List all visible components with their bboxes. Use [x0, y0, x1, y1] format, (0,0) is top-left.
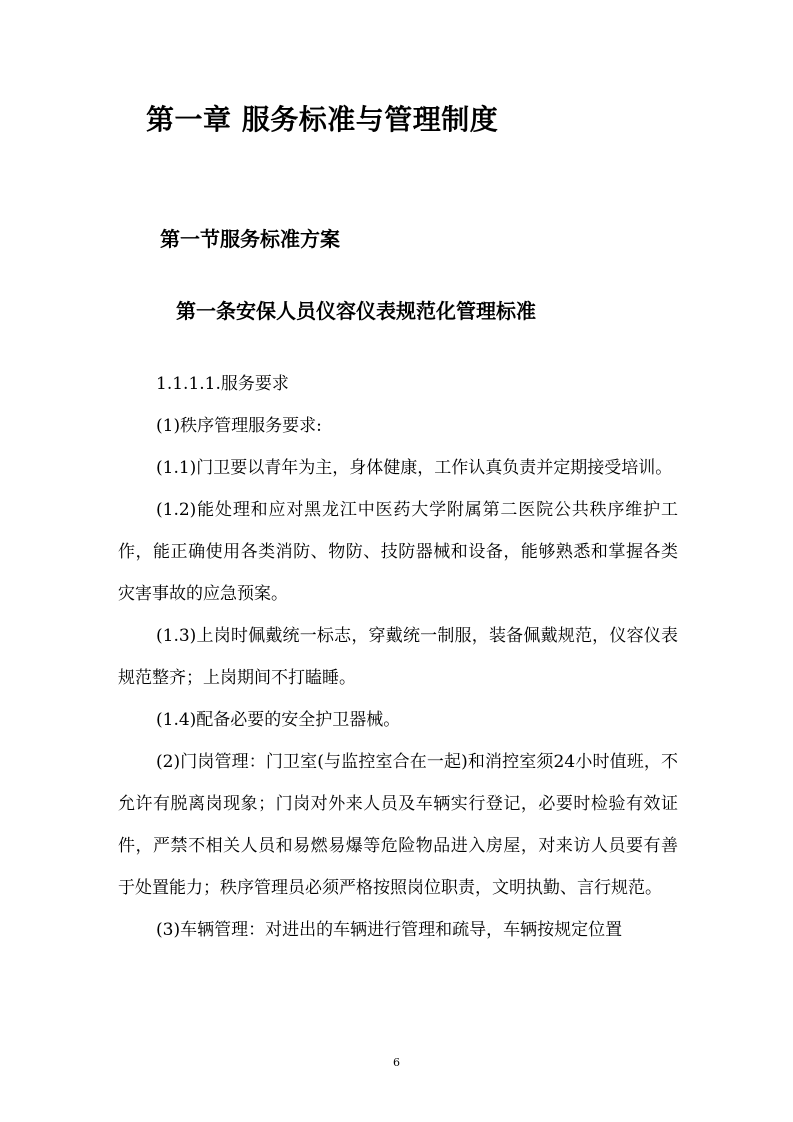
section-title: 第一节服务标准方案	[160, 227, 340, 251]
paragraph-3-vehicle-management: (3)车辆管理：对进出的车辆进行管理和疏导，车辆按规定位置	[156, 920, 623, 940]
article-title: 第一条安保人员仪容仪表规范化管理标准	[176, 299, 536, 323]
chapter-title: 第一章 服务标准与管理制度	[146, 103, 499, 136]
body-text	[118, 363, 678, 951]
paragraph-order-management-heading: (1)秩序管理服务要求:	[156, 416, 322, 436]
paragraph-service-requirements-heading: 1.1.1.1.服务要求	[156, 374, 289, 394]
page-number: 6	[393, 1056, 400, 1069]
paragraph-1-3: (1.3)上岗时佩戴统一标志，穿戴统一制服，装备佩戴规范，仪容仪表规范整齐；上岗期间不打瞌睡。	[118, 626, 678, 688]
paragraph-1-1: (1.1)门卫要以青年为主，身体健康，工作认真负责并定期接受培训。	[156, 458, 673, 478]
paragraph-2-gate-management: (2)门岗管理：门卫室(与监控室合在一起)和消控室须24小时值班，不允许有脱离岗现象；门岗对外来人员及车辆实行登记，必要时检验有效证件，严禁不相关人员和易燃易爆等危险物品进入房屋，对来访人员要有善于处置能力；秩序管理员必须严格按照岗位职责，文明执勤、言行规范。	[118, 752, 678, 898]
paragraph-1-4: (1.4)配备必要的安全护卫器械。	[156, 710, 401, 730]
paragraph-1-2: (1.2)能处理和应对黑龙江中医药大学附属第二医院公共秩序维护工作，能正确使用各类消防、物防、技防器械和设备，能够熟悉和掌握各类灾害事故的应急预案。	[118, 500, 678, 604]
